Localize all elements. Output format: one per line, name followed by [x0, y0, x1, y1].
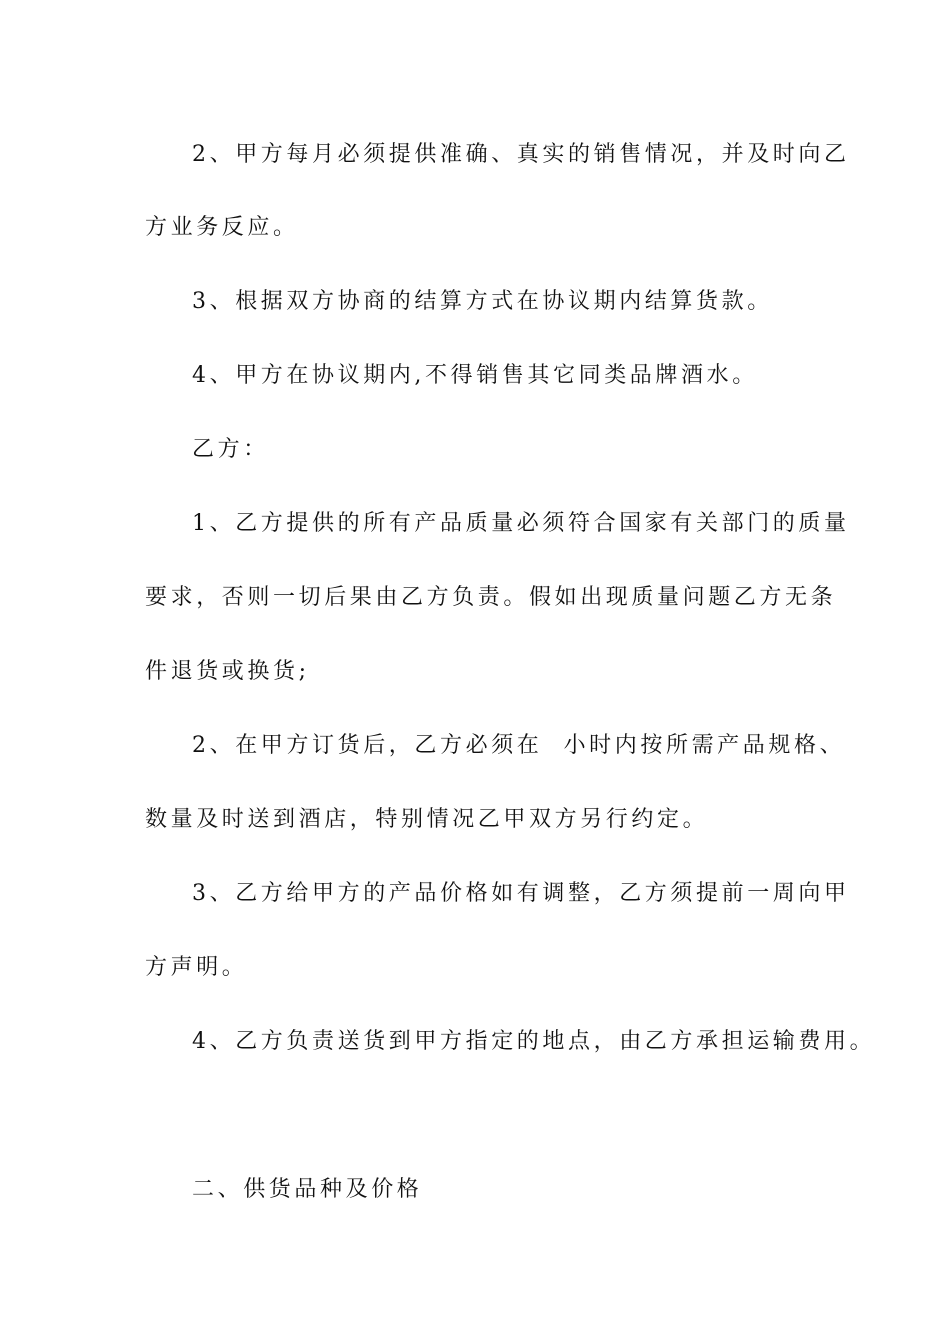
paragraph-line: 2、在甲方订货后，乙方必须在 小时内按所需产品规格、 — [192, 733, 846, 758]
paragraph-line: 件退货或换货; — [145, 659, 310, 684]
section-heading: 二、供货品种及价格 — [192, 1177, 423, 1202]
paragraph-line: 2、甲方每月必须提供准确、真实的销售情况，并及时向乙 — [192, 142, 850, 167]
paragraph-line: 3、根据双方协商的结算方式在协议期内结算货款。 — [192, 289, 773, 314]
paragraph-line: 4、乙方负责送货到甲方指定的地点，由乙方承担运输费用。 — [192, 1029, 876, 1054]
paragraph-line: 3、乙方给甲方的产品价格如有调整，乙方须提前一周向甲 — [192, 881, 850, 906]
section-label: 乙方： — [192, 437, 269, 462]
paragraph-line: 要求，否则一切后果由乙方负责。假如出现质量问题乙方无条 — [145, 585, 837, 610]
paragraph-line: 数量及时送到酒店，特别情况乙甲双方另行约定。 — [145, 807, 709, 832]
paragraph-line: 方声明。 — [145, 955, 248, 980]
paragraph-line: 1、乙方提供的所有产品质量必须符合国家有关部门的质量 — [192, 511, 850, 536]
paragraph-line: 方业务反应。 — [145, 215, 299, 240]
paragraph-line: 4、甲方在协议期内,不得销售其它同类品牌酒水。 — [192, 363, 758, 388]
